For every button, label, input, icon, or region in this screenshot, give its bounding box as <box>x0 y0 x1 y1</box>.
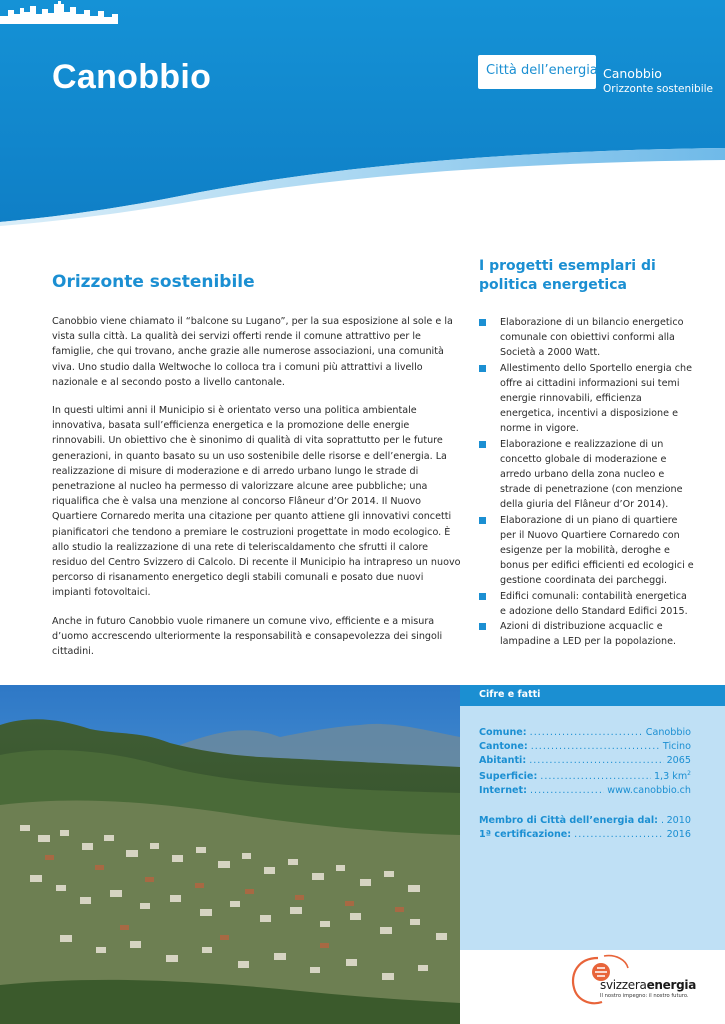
list-item: Elaborazione e realizzazione di un concetto globale di moderazione e arredo urbano della zona nucleo e strade di penetrazione (con menzione della giuria del Flâneur d’Or 2014). <box>479 437 695 513</box>
list-item: Elaborazione di un bilancio energetico comunale con obiettivi conformi alla Società a 2000 Watt. <box>479 315 695 361</box>
svizzeraenergia-logo-text: svizzeraenergia <box>600 978 697 992</box>
fact-row: Abitanti: ..... 2065 <box>479 755 691 769</box>
logo-subtitle: Orizzonte sostenibile <box>603 83 713 95</box>
facts-panel <box>460 706 725 950</box>
list-item: Azioni di distribuzione acquaclic e lampadine a LED per la popolazione. <box>479 619 695 649</box>
square-bullet-icon <box>479 623 486 630</box>
town-title: Canobbio <box>52 58 212 96</box>
list-item: Elaborazione di un piano di quartiere per il Nuovo Quartiere Cornaredo con esigenze per la mobilità, deroghe e bonus per edifici efficienti ed ecologici e gestione coordinata dei parcheggi. <box>479 513 695 589</box>
paragraph: Anche in futuro Canobbio vuole rimanere un comune vivo, efficiente e a misura d’uomo accrescendo ulteriormente la responsabilità e consapevolezza dei singoli cittadini. <box>52 615 443 658</box>
facts-header <box>460 685 725 706</box>
fact-row: Membro di Città dell’energia dal: ..... 2010 <box>479 815 691 829</box>
fact-row: Comune: ..... Canobbio <box>479 727 691 741</box>
fact-row: Cantone: ..... Ticino <box>479 741 691 755</box>
header-wave-shape <box>0 0 725 230</box>
square-bullet-icon <box>479 517 486 524</box>
fact-row: Internet: ..... www.canobbio.ch <box>479 785 691 799</box>
projects-column <box>479 257 695 649</box>
main-text-column <box>52 272 462 672</box>
header-banner <box>0 0 725 230</box>
facts-title: Cifre e fatti <box>479 689 541 700</box>
paragraph: In questi ultimi anni il Municipio si è orientato verso una politica ambientale innovativa, basata sull’efficienza energetica e la promozione delle energie rinnovabili. Un obiettivo che è sinonimo di qualità di vita soprattutto per le future generazioni, in quanto basato su un uso sostenibile delle risorse e dell’energia. La realizzazione di misure di moderazione e di arredo urbano lungo le strade di penetrazione al nucleo ha permesso di valorizzare alcune aree pubbliche; una riqualifica che è valsa una menzione al concorso Flâneur d’Or 2014. Il Nuovo Quartiere Cornaredo merita una citazione per quanto attiene gli innovativi concetti pianificatori che tendono a premiare le costruzioni progettate in modo ecologico. È allo studio la realizzazione di una rete di teleriscaldamento che sfrutti il calore residuo del Centro Svizzero di Calcolo. Di recente il Municipio ha intrapreso un nuovo percorso di risanamento energetico degli stabili comunali e posato due nuovi impianti fotovoltaici. <box>52 405 461 599</box>
section-title: Orizzonte sostenibile <box>52 272 255 292</box>
projects-list <box>479 315 695 649</box>
square-bullet-icon <box>479 593 486 600</box>
logo-program-name: Città dell’energia <box>486 63 598 78</box>
aerial-town-photo <box>0 685 460 1024</box>
website-link[interactable]: www.canobbio.ch <box>607 785 691 796</box>
city-skyline-icon <box>0 0 118 24</box>
fact-row: Superficie: ..... 1,3 $km^2$ <box>479 770 691 784</box>
logo-town-name: Canobbio <box>603 66 662 81</box>
list-item: Allestimento dello Sportello energia che offre ai cittadini informazioni sui temi energie rinnovabili, efficienza energetica, incentivi a disposizione e norme in vigore. <box>479 361 695 437</box>
list-item: Edifici comunali: contabilità energetica e adozione dello Standard Edifici 2015. <box>479 589 695 619</box>
projects-title: I progetti esemplari di politica energetica <box>479 258 656 293</box>
paragraph: Canobbio viene chiamato il “balcone su Lugano”, per la sua esposizione al sole e la vista sulla città. La qualità dei servizi offerti rende il comune attrattivo per le famiglie, che qui trovano, anche grazie alle numerose associazioni, una comunità viva. Uno studio dalla Weltwoche lo colloca tra i comuni più attrattivi a livello nazionale e al secondo posto a livello cantonale. <box>52 316 453 388</box>
fact-row: 1ª certificazione: ..... 2016 <box>479 829 691 843</box>
square-bullet-icon <box>479 441 486 448</box>
svizzeraenergia-tagline: Il nostro impegno: il nostro futuro. <box>600 993 689 999</box>
square-bullet-icon <box>479 365 486 372</box>
square-bullet-icon <box>479 319 486 326</box>
